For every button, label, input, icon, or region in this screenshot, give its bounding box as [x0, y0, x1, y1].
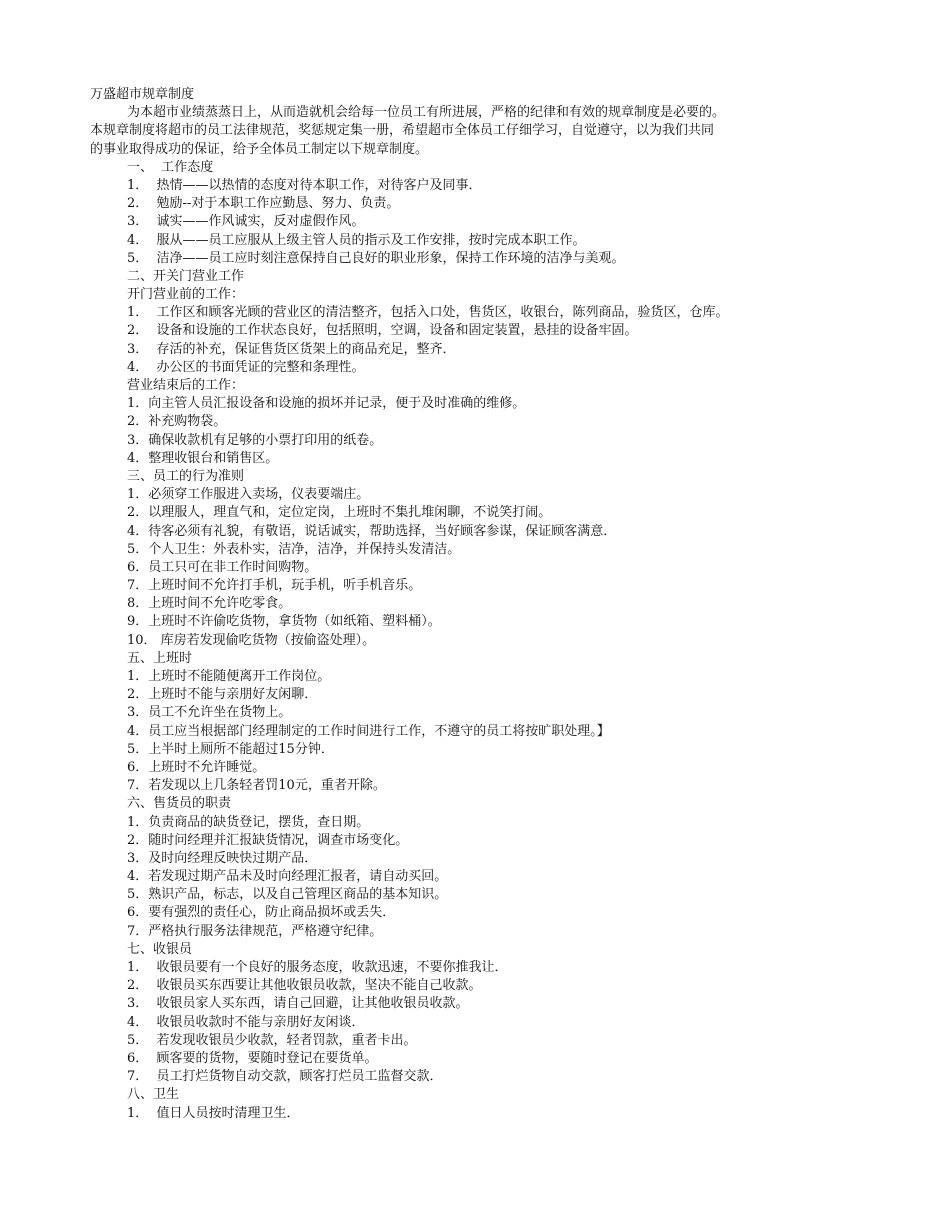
list-item: 4．待客必须有礼貌，有敬语，说话诚实，帮助选择，当好顾客参谋，保证顾客满意． [127, 523, 617, 539]
document-body [90, 159, 880, 1123]
list-item: 2．以理服人，理直气和，定位定岗，上班时不集扎堆闲聊，不说笑打闹。 [127, 505, 552, 521]
list-item: 4． 收银员收款时不能与亲朋好友闲谈． [127, 1014, 365, 1030]
list-item: 4．员工应当根据部门经理制定的工作时间进行工作，不遵守的员工将按旷职处理。】 [127, 723, 610, 739]
list-item: 3．及时向经理反映快过期产品． [127, 850, 318, 866]
list-item: 3．员工不允许坐在货物上。 [127, 705, 292, 721]
list-item: 2． 收银员买东西要让其他收银员收款，坚决不能自己收款。 [127, 978, 482, 994]
list-item: 1． 工作区和顾客光顾的营业区的清洁整齐，包括入口处，售货区，收银台，陈列商品，验货区，仓库。 [127, 305, 729, 321]
section-heading: 三、员工的行为准则 [127, 468, 245, 484]
list-item: 6． 顾客要的货物，要随时登记在要货单。 [127, 1050, 378, 1066]
list-item: 3． 存活的补充，保证售货区货架上的商品充足，整齐． [127, 341, 456, 357]
section-heading: 一、 工作态度 [127, 159, 214, 175]
section-heading: 五、上班时 [127, 650, 193, 666]
intro-line-2: 本规章制度将超市的员工法律规范，奖惩规定集一册，希望超市全体员工仔细学习，自觉遵守，以为我们共同 [90, 123, 715, 139]
list-item: 4．若发现过期产品未及时向经理汇报者，请自动买回。 [127, 869, 448, 885]
section-heading: 七、收银员 [127, 941, 193, 957]
section-heading: 开门营业前的工作： [127, 287, 245, 303]
list-item: 4． 服从——员工应服从上级主管人员的指示及工作安排，按时完成本职工作。 [127, 232, 586, 248]
list-item: 4．整理收银台和销售区。 [127, 450, 279, 466]
section-heading: 六、售货员的职责 [127, 796, 232, 812]
list-item: 3．确保收款机有足够的小票打印用的纸卷。 [127, 432, 383, 448]
list-item: 1．向主管人员汇报设备和设施的损坏并记录，便于及时准确的维修。 [127, 396, 526, 412]
intro-line-3: 的事业取得成功的保证，给予全体员工制定以下规章制度。 [90, 141, 429, 157]
list-item: 6．上班时不允许睡觉。 [127, 759, 266, 775]
list-item: 5．上半时上厕所不能超过15分钟． [127, 741, 334, 757]
list-item: 7．严格执行服务法律规范，严格遵守纪律。 [127, 923, 383, 939]
list-item: 7．若发现以上几条轻者罚10元，重者开除。 [127, 778, 386, 794]
list-item: 4． 办公区的书面凭证的完整和条理性。 [127, 359, 365, 375]
list-item: 3． 诚实——作风诚实，反对虚假作风。 [127, 214, 365, 230]
list-item: 8．上班时间不允许吃零食。 [127, 596, 292, 612]
list-item: 1． 收银员要有一个良好的服务态度，收款迅速，不要你推我让． [127, 960, 508, 975]
list-item: 1．上班时不能随便离开工作岗位。 [127, 669, 331, 684]
list-item: 2．补充购物袋。 [127, 414, 227, 430]
intro-line-1: 为本超市业绩蒸蒸日上，从而造就机会给每一位员工有所进展，严格的纪律和有效的规章制度是必要的。 [127, 105, 726, 121]
list-item: 5．熟识产品，标志，以及自己管理区商品的基本知识。 [127, 887, 448, 903]
list-item: 6．要有强烈的责任心，防止商品损坏或丢失． [127, 905, 396, 921]
list-item: 2．上班时不能与亲朋好友闲聊． [127, 687, 318, 703]
list-item: 7．上班时间不允许打手机，玩手机，听手机音乐。 [127, 578, 422, 594]
list-item: 1． 热情——以热情的态度对待本职工作，对待客户及同事． [127, 177, 482, 193]
list-item: 3． 收银员家人买东西，请自己回避，让其他收银员收款。 [127, 996, 469, 1012]
list-item: 10． 库房若发现偷吃货物（按偷盗处理）。 [127, 632, 376, 648]
list-item: 1． 值日人员按时清理卫生． [127, 1105, 300, 1121]
list-item: 1．负责商品的缺货登记，摆货，查日期。 [127, 814, 370, 830]
list-item: 5．个人卫生：外表朴实，洁净，洁净，并保持头发清洁。 [127, 541, 461, 557]
section-heading: 营业结束后的工作： [127, 378, 245, 393]
list-item: 9．上班时不许偷吃货物，拿货物（如纸箱、塑料桶）。 [127, 614, 441, 630]
list-item: 5． 洁净——员工应时刻注意保持自己良好的职业形象，保持工作环境的洁净与美观。 [127, 250, 625, 266]
list-item: 2．随时问经理并汇报缺货情况，调查市场变化。 [127, 832, 409, 848]
list-item: 2． 设备和设施的工作状态良好，包括照明，空调，设备和固定装置，悬挂的设备牢固。 [127, 323, 638, 339]
document-page [90, 86, 880, 1123]
section-heading: 八、卫生 [127, 1087, 180, 1103]
section-heading: 二、开关门营业工作 [127, 268, 245, 284]
document-title: 万盛超市规章制度 [90, 87, 195, 102]
list-item: 7． 员工打烂货物自动交款，顾客打烂员工监督交款． [127, 1069, 443, 1085]
list-item: 5． 若发现收银员少收款，轻者罚款，重者卡出。 [127, 1032, 417, 1048]
list-item: 6．员工只可在非工作时间购物。 [127, 559, 318, 575]
list-item: 1．必须穿工作服进入卖场，仪表要端庄。 [127, 487, 370, 503]
list-item: 2． 勉励--对于本职工作应勤恳、努力、负责。 [127, 196, 400, 212]
